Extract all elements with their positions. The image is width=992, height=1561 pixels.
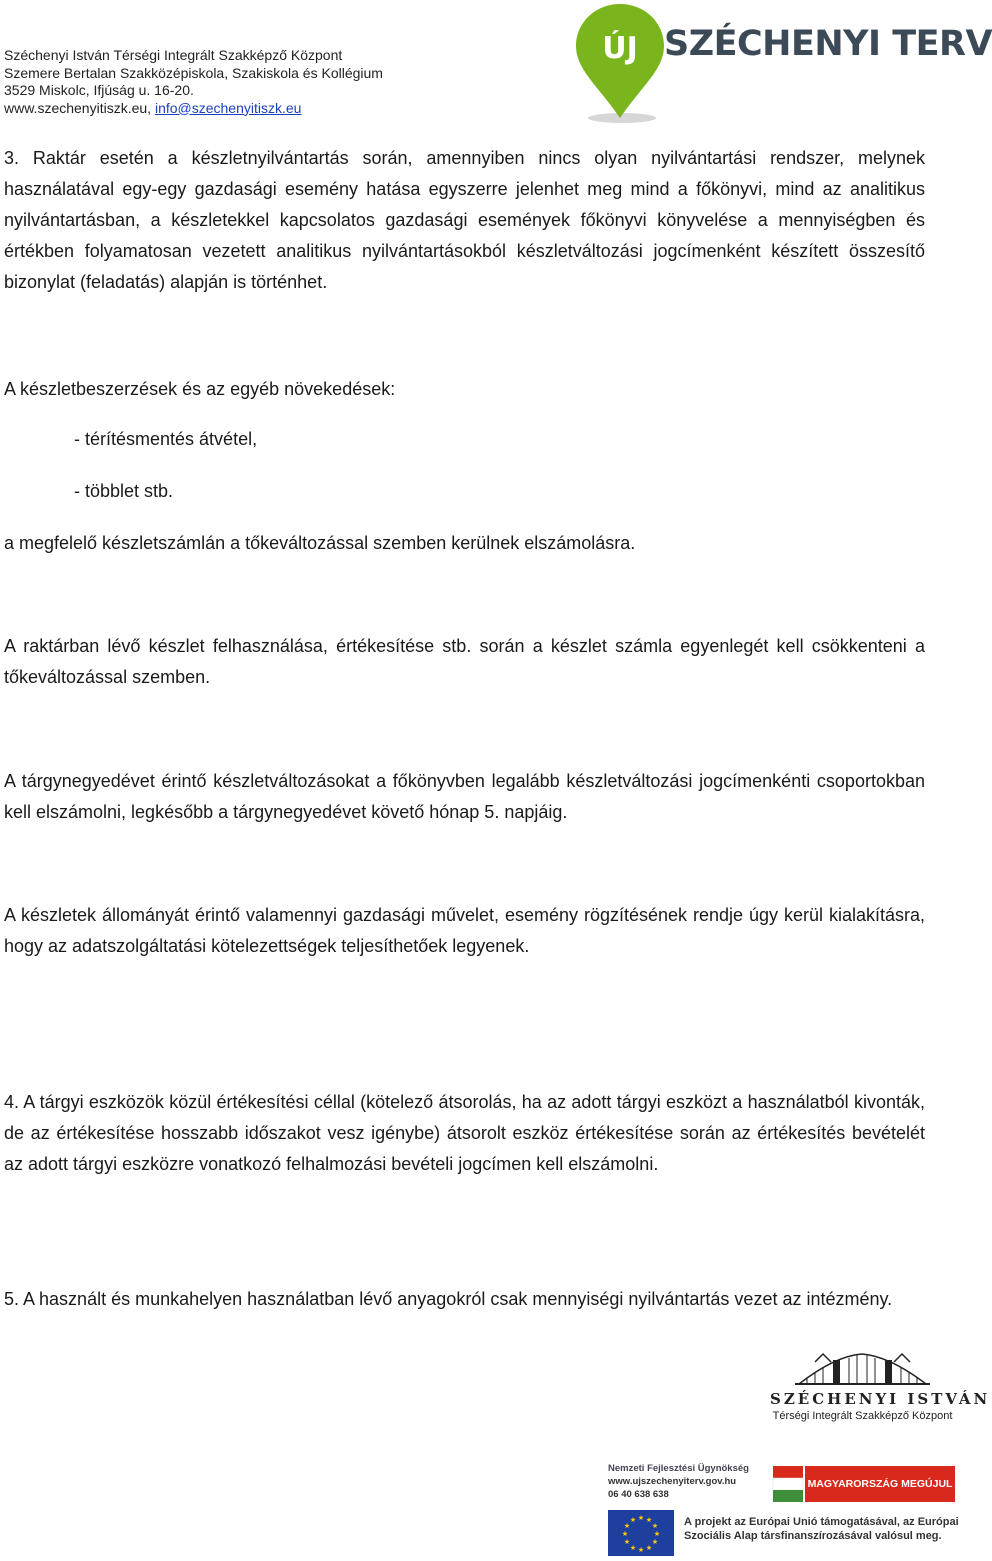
- svg-text:★: ★: [623, 1522, 631, 1530]
- uj-szechenyi-terv-logo: [570, 0, 992, 125]
- hungarian-flag-icon: [773, 1466, 803, 1502]
- header-address-block: [4, 47, 383, 117]
- svg-text:★: ★: [645, 1544, 653, 1552]
- paragraph-quarterly: A tárgynegyedévet érintő készletváltozásokat a főkönyvben legalább készletváltozási jogcímenkénti csoportokban kell elszámolni, legkésőbb a tárgynegyedévet követő hónap 5. napjáig.: [4, 771, 925, 822]
- paragraph-acquisitions-intro: A készletbeszerzések és az egyéb növekedések:: [4, 379, 396, 399]
- org-line-2: Szemere Bertalan Szakközépiskola, Szakiskola és Kollégium: [4, 64, 383, 81]
- svg-text:★: ★: [651, 1522, 659, 1530]
- svg-text:★: ★: [637, 1546, 645, 1554]
- school-logo-name: SZÉCHENYI ISTVÁN: [770, 1390, 991, 1408]
- address-line: 3529 Miskolc, Ifjúság u. 16-20.: [4, 82, 194, 98]
- paragraph-3: 3. Raktár esetén a készletnyilvántartás során, amennyiben nincs olyan nyilvántartási rendszer, melynek használatával egy-egy gazdasági esemény hatása egyszerre jelenhet meg mind a főkönyvi, mind az analitikus nyilvántartásban, a készletekkel kapcsolatos gazdasági események főkönyvi könyvelése a mennyiségben és értékben folyamatosan vezetett analitikus nyilvántartásokból készletváltozási jogcímenként készített összesítő bizonylat (feladatás) alapján is történhet.: [4, 148, 925, 292]
- svg-text:★: ★: [651, 1538, 659, 1546]
- paragraph-usage: A raktárban lévő készlet felhasználása, értékesítése stb. során a készlet számla egyenlegét kell csökkenteni a tőkeváltozással szemben.: [4, 636, 925, 687]
- logo-brand-text: SZÉCHENYI TERV: [664, 24, 992, 64]
- eu-support-text: [684, 1515, 959, 1543]
- nfu-name: Nemzeti Fejlesztési Ügynökség: [608, 1463, 749, 1474]
- szechenyi-istvan-school-logo: [770, 1350, 991, 1430]
- paragraph-settlement: a megfelelő készletszámlán a tőkeváltozással szemben kerülnek elszámolásra.: [4, 533, 636, 553]
- svg-text:★: ★: [629, 1516, 637, 1524]
- eu-line-2: Szociális Alap társfinanszírozásával valósul meg.: [684, 1530, 942, 1542]
- contact-line: [4, 100, 383, 118]
- list-item: - térítésmentés átvétel,: [74, 429, 258, 449]
- paragraph-data-reporting: A készletek állományát érintő valamennyi gazdasági művelet, esemény rögzítésének rendje úgy kerül kialakításra, hogy az adatszolgáltatási kötelezettségek teljesíthetőek legyenek.: [4, 905, 925, 956]
- svg-text:★: ★: [623, 1538, 631, 1546]
- magyarorszag-megujul-logo: [773, 1466, 955, 1502]
- svg-text:★: ★: [645, 1516, 653, 1524]
- nfu-phone: 06 40 638 638: [608, 1489, 669, 1500]
- svg-text:★: ★: [637, 1514, 645, 1522]
- svg-text:★: ★: [653, 1530, 661, 1538]
- paragraph-5: 5. A használt és munkahelyen használatban lévő anyagokról csak mennyiségi nyilvántartás vezet az intézmény.: [4, 1289, 893, 1309]
- email-link[interactable]: info@szechenyitiszk.eu: [154, 99, 302, 116]
- website-link[interactable]: www.szechenyitiszk.eu,: [4, 99, 152, 116]
- svg-text:★: ★: [621, 1530, 629, 1538]
- logo-pin-text: ÚJ: [602, 31, 638, 66]
- org-line-1: Széchenyi István Térségi Integrált Szakképző Központ: [4, 47, 343, 63]
- mm-text: MAGYARORSZÁG MEGÚJUL: [805, 1466, 955, 1502]
- school-logo-subtitle: Térségi Integrált Szakképző Központ: [772, 1410, 953, 1422]
- eu-flag-icon: [608, 1510, 674, 1556]
- paragraph-4: 4. A tárgyi eszközök közül értékesítési céllal (kötelező átsorolás, ha az adott tárgyi eszközt a használatból kivonták, de az értékesítése hosszabb időszakot vesz igénybe) átsorolt eszköz értékesítése során az értékesítés bevételét az adott tárgyi eszközre vonatkozó felhalmozási bevételi jogcímen kell elszámolni.: [4, 1092, 925, 1174]
- bridge-icon: [795, 1350, 930, 1388]
- nfu-website: www.ujszechenyiterv.gov.hu: [608, 1476, 737, 1487]
- nfu-contact-block: [608, 1462, 749, 1501]
- list-item: - többlet stb.: [74, 481, 174, 501]
- map-pin-icon: [570, 0, 670, 125]
- svg-text:★: ★: [629, 1544, 637, 1552]
- eu-line-1: A projekt az Európai Unió támogatásával, az Európai: [684, 1516, 959, 1528]
